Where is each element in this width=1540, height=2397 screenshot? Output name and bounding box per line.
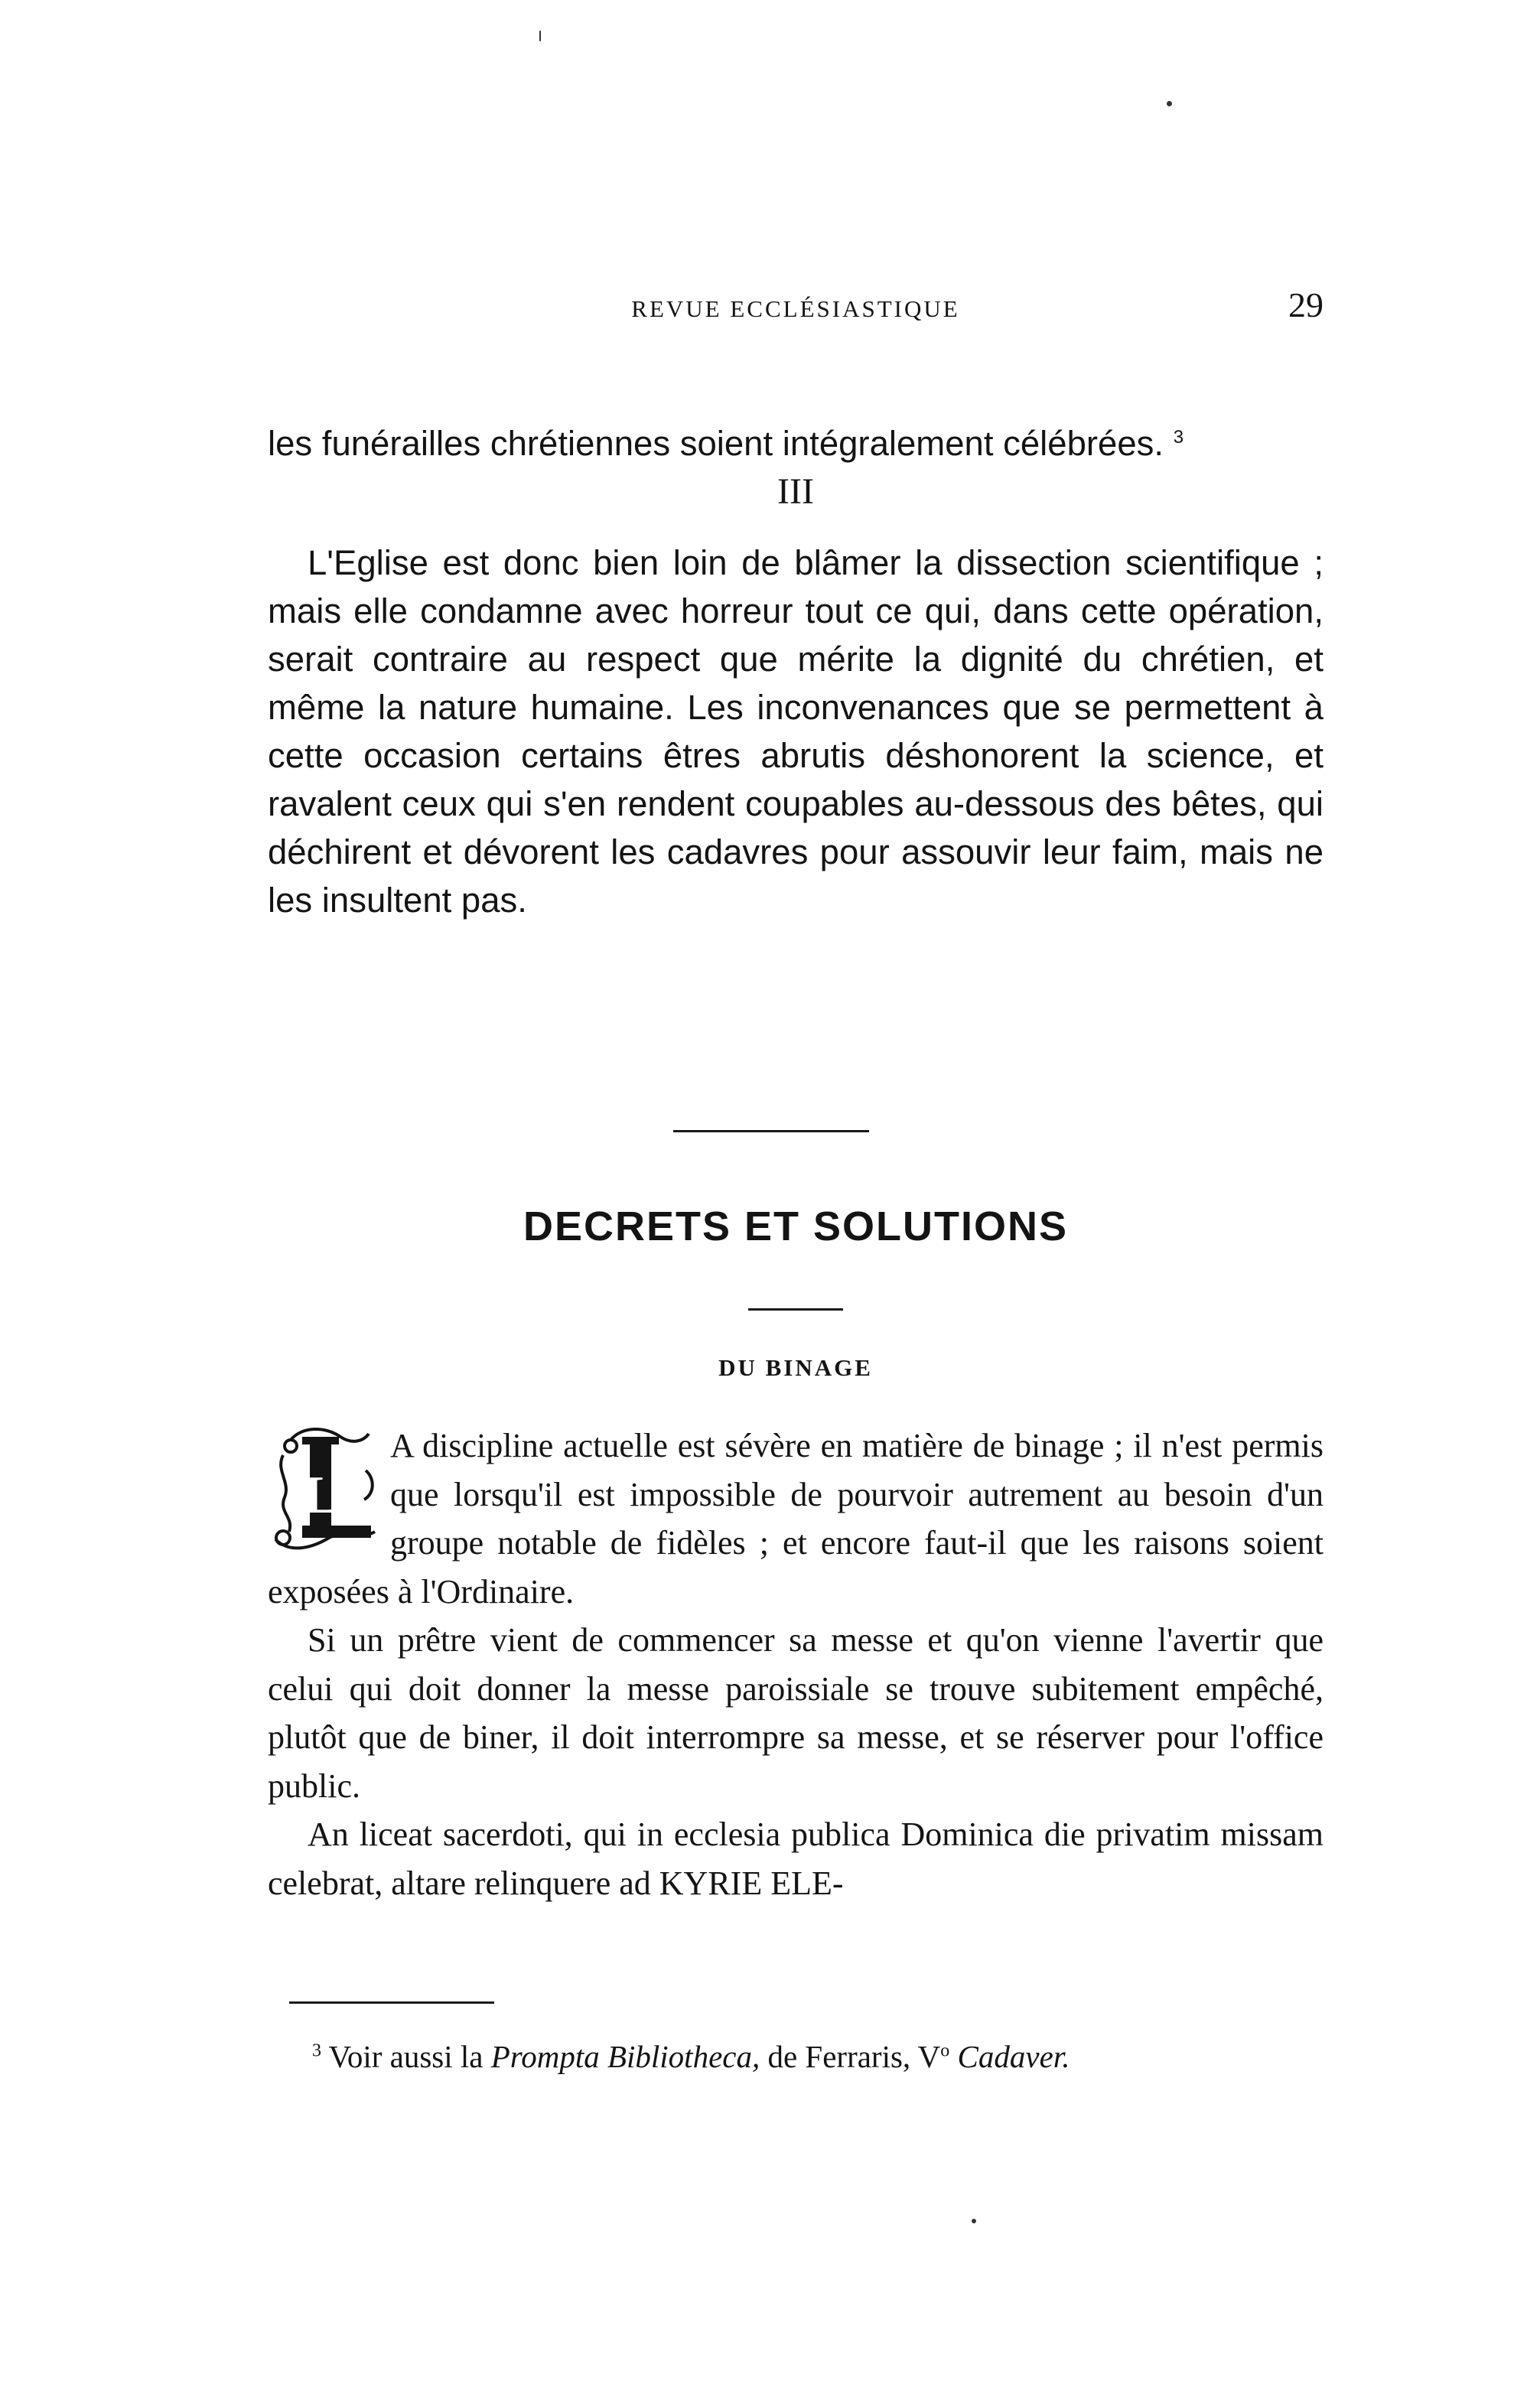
running-head bbox=[268, 285, 1323, 331]
section-title: DECRETS ET SOLUTIONS bbox=[523, 1203, 1069, 1249]
section-divider bbox=[673, 1130, 869, 1132]
page-number: 29 bbox=[1288, 285, 1323, 324]
footnote bbox=[312, 2038, 1322, 2075]
dropcap-letter: L bbox=[303, 1466, 340, 1525]
running-title: REVUE ECCLÉSIASTIQUE bbox=[631, 295, 960, 322]
footnote-title: Prompta Bibliotheca, bbox=[490, 2039, 760, 2074]
binage-paragraph-three: An liceat sacerdoti, qui in ecclesia publica Dominica die privatim missam celebrat, altare relinquere ad KYRIE ELE- bbox=[268, 1816, 1323, 1902]
footnote-reference: 3 bbox=[1173, 426, 1184, 448]
speck bbox=[539, 31, 541, 41]
footnote-superscript: o bbox=[940, 2040, 950, 2061]
footnote-divider bbox=[289, 2001, 494, 2004]
binage-paragraph-two: Si un prêtre vient de commencer sa messe et qu'on vienne l'avertir que celui qui doit donner la messe paroissiale se trouve subitement empêché, plutôt que de biner, il doit interrompre sa messe, et se réserver pour l'office public. bbox=[268, 1621, 1323, 1805]
continuation-paragraph bbox=[268, 419, 1323, 467]
part-one-text bbox=[268, 419, 1323, 924]
title-divider bbox=[748, 1308, 843, 1311]
part-two-text bbox=[268, 1422, 1323, 1907]
footnote-text-middle: de Ferraris, V bbox=[767, 2039, 941, 2074]
footnote-word: Cadaver. bbox=[957, 2039, 1070, 2074]
footnote-mark: 3 bbox=[312, 2040, 321, 2061]
dissection-paragraph: L'Eglise est donc bien loin de blâmer la dissection scientifique ; mais elle condamne avec horreur tout ce qui, dans cette opération, serait contraire au respect que mérite la dignité du chrétien, et même la nature humaine. Les inconvenances que se permettent à cette occasion certains êtres abrutis déshonorent la science, et ravalent ceux qui s'en rendent coupables au-dessous des bêtes, qui déchirent et dévorent les cadavres pour assouvir leur faim, mais ne les insultent pas. bbox=[268, 543, 1323, 920]
binage-paragraph-one: A discipline actuelle est sévère en matière de binage ; il n'est permis que lorsqu'il est impossible de pourvoir autrement au besoin d'un groupe notable de fidèles ; et encore faut-il que les raisons soient exposées à l'Ordinaire. bbox=[268, 1427, 1323, 1610]
continuation-text: les funérailles chrétiennes soient intégralement célébrées. bbox=[268, 424, 1164, 463]
speck bbox=[972, 2219, 976, 2223]
speck bbox=[1167, 101, 1172, 106]
dropcap-ornament bbox=[268, 1425, 383, 1553]
section-numeral: III bbox=[777, 471, 814, 512]
ornamental-dropcap bbox=[268, 1425, 383, 1553]
sub-title: DU BINAGE bbox=[718, 1354, 873, 1381]
footnote-text-before: Voir aussi la bbox=[328, 2039, 483, 2074]
